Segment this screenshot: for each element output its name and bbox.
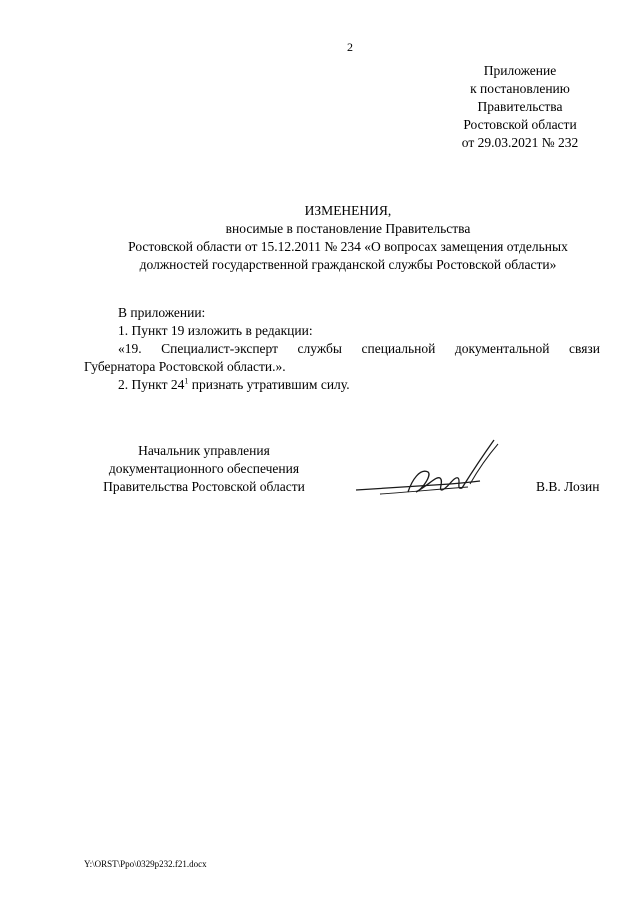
position-line: документационного обеспечения	[108, 461, 300, 476]
title-line: вносимые в постановление Правительства	[225, 221, 471, 236]
body-item-1: 1. Пункт 19 изложить в редакции:	[118, 323, 313, 338]
body-item-2-superscript: 1	[184, 376, 189, 386]
document-title	[40, 202, 640, 274]
document-body	[84, 304, 600, 394]
title-line: должностей государственной гражданской службы Ростовской области»	[139, 257, 557, 272]
position-line: Правительства Ростовской области	[103, 479, 305, 494]
signatory-name: В.В. Лозин	[536, 479, 600, 494]
body-item-2-prefix: 2. Пункт 24	[118, 377, 185, 392]
body-item-2-suffix: признать утратившим силу.	[188, 377, 350, 392]
appendix-line: Правительства	[477, 99, 563, 114]
appendix-line: к постановлению	[470, 81, 570, 96]
appendix-block	[440, 62, 600, 152]
title-heading: ИЗМЕНЕНИЯ,	[304, 203, 392, 218]
signatory-position	[84, 442, 324, 496]
footer-file-path: Y:\ORST\Ppo\0329p232.f21.docx	[84, 859, 207, 869]
handwritten-signature	[350, 432, 510, 508]
title-line: Ростовской области от 15.12.2011 № 234 «О вопросах замещения отдельных	[128, 239, 568, 254]
appendix-line: Приложение	[483, 63, 557, 78]
body-intro: В приложении:	[118, 305, 206, 320]
position-line: Начальник управления	[138, 443, 270, 458]
body-item-2	[84, 376, 600, 394]
body-item-1-text-cont: Губернатора Ростовской области.».	[84, 359, 286, 374]
body-item-1-text: «19. Специалист-эксперт службы специальной документальной связи	[118, 341, 600, 356]
page-number: 2	[347, 40, 353, 54]
appendix-line: от 29.03.2021 № 232	[461, 135, 579, 150]
appendix-line: Ростовской области	[463, 117, 577, 132]
